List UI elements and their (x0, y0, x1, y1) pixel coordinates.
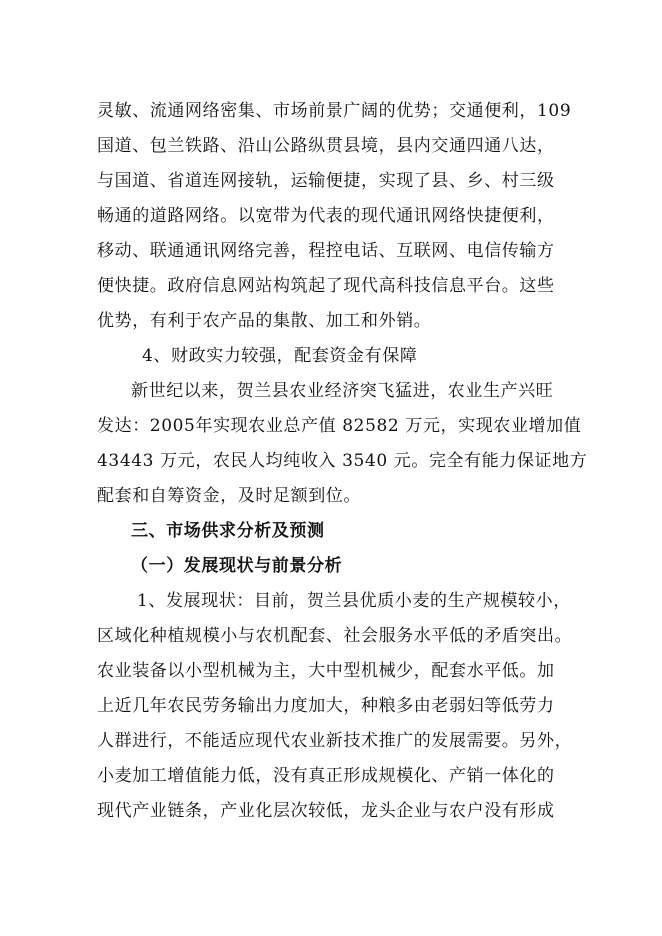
body-text-line: 上近几年农民劳务输出力度加大，种粮多由老弱妇等低劳力 (97, 696, 555, 716)
body-text-line: 发达：2005年实现农业总产值 82582 万元，实现农业增加值 (97, 416, 582, 436)
body-text-line: 43443 万元，农民人均纯收入 3540 元。完全有能力保证地方 (97, 451, 588, 471)
body-text-line: 与国道、省道连网接轨，运输便捷，实现了县、乡、村三级 (97, 171, 555, 191)
body-text-line: 畅通的道路网络。以宽带为代表的现代通讯网络快捷便利， (97, 206, 555, 226)
body-text-line: 区域化种植规模小与农机配套、社会服务水平低的矛盾突出。 (97, 626, 573, 646)
body-text-line: 农业装备以小型机械为主，大中型机械少，配套水平低。加 (97, 661, 555, 681)
body-text-line: 人群进行，不能适应现代农业新技术推广的发展需要。另外， (97, 731, 573, 751)
paragraph-first-line: 1、发展现状：目前，贺兰县优质小麦的生产规模较小， (137, 591, 571, 611)
body-text-line: 灵敏、流通网络密集、市场前景广阔的优势；交通便利，109 (97, 101, 572, 121)
body-text-line: 配套和自筹资金，及时足额到位。 (97, 486, 361, 506)
body-text-line: 小麦加工增值能力低，没有真正形成规模化、产销一体化的 (97, 766, 555, 786)
subsection-heading: 4、财政实力较强，配套资金有保障 (142, 346, 418, 366)
body-text-line: 优势，有利于农产品的集散、加工和外销。 (97, 311, 432, 331)
subsection-heading-bold: （一）发展现状与前景分析 (131, 556, 343, 576)
section-heading: 三、市场供求分析及预测 (131, 521, 325, 541)
paragraph-first-line: 新世纪以来，贺兰县农业经济突飞猛进，农业生产兴旺 (131, 381, 554, 401)
body-text-line: 便快捷。政府信息网站构筑起了现代高科技信息平台。这些 (97, 276, 555, 296)
body-text-line: 现代产业链条，产业化层次较低，龙头企业与农户没有形成 (97, 801, 555, 821)
body-text-line: 国道、包兰铁路、沿山公路纵贯县境，县内交通四通八达， (97, 136, 555, 156)
body-text-line: 移动、联通通讯网络完善，程控电话、互联网、电信传输方 (97, 241, 555, 261)
